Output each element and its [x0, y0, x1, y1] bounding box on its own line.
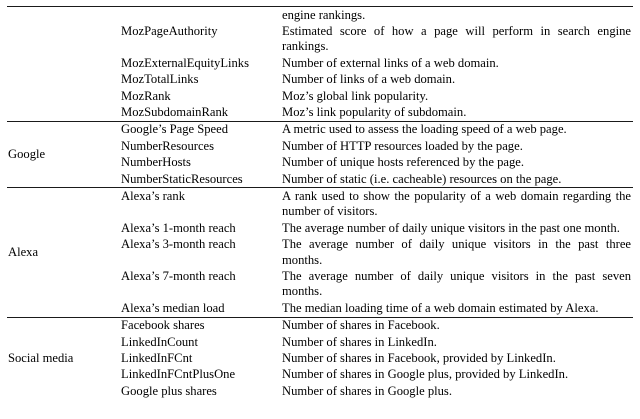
description-cell: Number of shares in Google plus.: [282, 383, 452, 398]
feature-cell: Alexa’s 7-month reach: [121, 269, 236, 283]
feature-cell: MozRank: [121, 88, 171, 103]
description-cell: Estimated score of how a page will perform in search engine rankings.: [282, 23, 631, 54]
description-cell: Number of external links of a web domain.: [282, 55, 499, 70]
description-cell: Number of shares in Google plus, provided by LinkedIn.: [282, 367, 569, 382]
source-cell: [7, 7, 121, 122]
description-cell: A metric used to assess the loading speed of a web page.: [282, 121, 633, 138]
description-cell: The average number of daily unique visitors in the past one month.: [282, 220, 620, 235]
description-cell: Number of shares in Facebook.: [282, 317, 633, 334]
feature-cell: MozSubdomainRank: [121, 104, 229, 119]
source-cell: Alexa: [7, 188, 121, 317]
feature-cell: [121, 7, 282, 24]
description-cell: Number of HTTP resources loaded by the page.: [282, 138, 523, 153]
source-cell: Social media: [7, 317, 121, 400]
table-row: [7, 121, 633, 138]
feature-cell: Alexa’s median load: [121, 300, 225, 315]
description-cell: Moz’s global link popularity.: [282, 88, 429, 103]
feature-cell: MozPageAuthority: [121, 23, 218, 38]
feature-cell: Facebook shares: [121, 317, 282, 334]
table-row: [7, 317, 633, 334]
source-cell: Google: [7, 121, 121, 188]
description-cell: Number of unique hosts referenced by the page.: [282, 155, 524, 170]
feature-cell: Alexa’s 3-month reach: [121, 237, 236, 252]
description-cell: The average number of daily unique visitors in the past seven months.: [282, 269, 631, 299]
description-cell: The average number of daily unique visitors in the past three months.: [282, 237, 631, 267]
feature-cell: LinkedInCount: [121, 334, 198, 349]
table-row: [7, 7, 633, 24]
feature-cell: Google’s Page Speed: [121, 121, 282, 138]
feature-cell: Alexa’s 1-month reach: [121, 220, 236, 235]
description-cell: engine rankings.: [282, 7, 633, 24]
feature-cell: MozExternalEquityLinks: [121, 55, 250, 70]
feature-cell: NumberHosts: [121, 155, 191, 170]
feature-cell: Alexa’s rank: [121, 188, 282, 220]
features-table-body: [7, 7, 633, 400]
description-cell: Moz’s link popularity of subdomain.: [282, 104, 467, 119]
description-cell: Number of static (i.e. cacheable) resources on the page.: [282, 171, 562, 186]
features-table: [7, 6, 633, 400]
feature-cell: NumberResources: [121, 138, 215, 153]
description-cell: A rank used to show the popularity of a web domain regarding the number of visitors.: [282, 188, 631, 219]
feature-cell: NumberStaticResources: [121, 171, 243, 186]
description-cell: Number of shares in Facebook, provided by LinkedIn.: [282, 351, 556, 366]
feature-cell: LinkedInFCnt: [121, 351, 193, 366]
description-cell: Number of shares in LinkedIn.: [282, 334, 437, 349]
feature-cell: Google plus shares: [121, 383, 217, 398]
description-cell: Number of links of a web domain.: [282, 72, 456, 87]
table-row: [7, 188, 633, 220]
description-cell: The median loading time of a web domain estimated by Alexa.: [282, 300, 599, 315]
feature-cell: LinkedInFCntPlusOne: [121, 367, 236, 382]
feature-cell: MozTotalLinks: [121, 72, 199, 87]
